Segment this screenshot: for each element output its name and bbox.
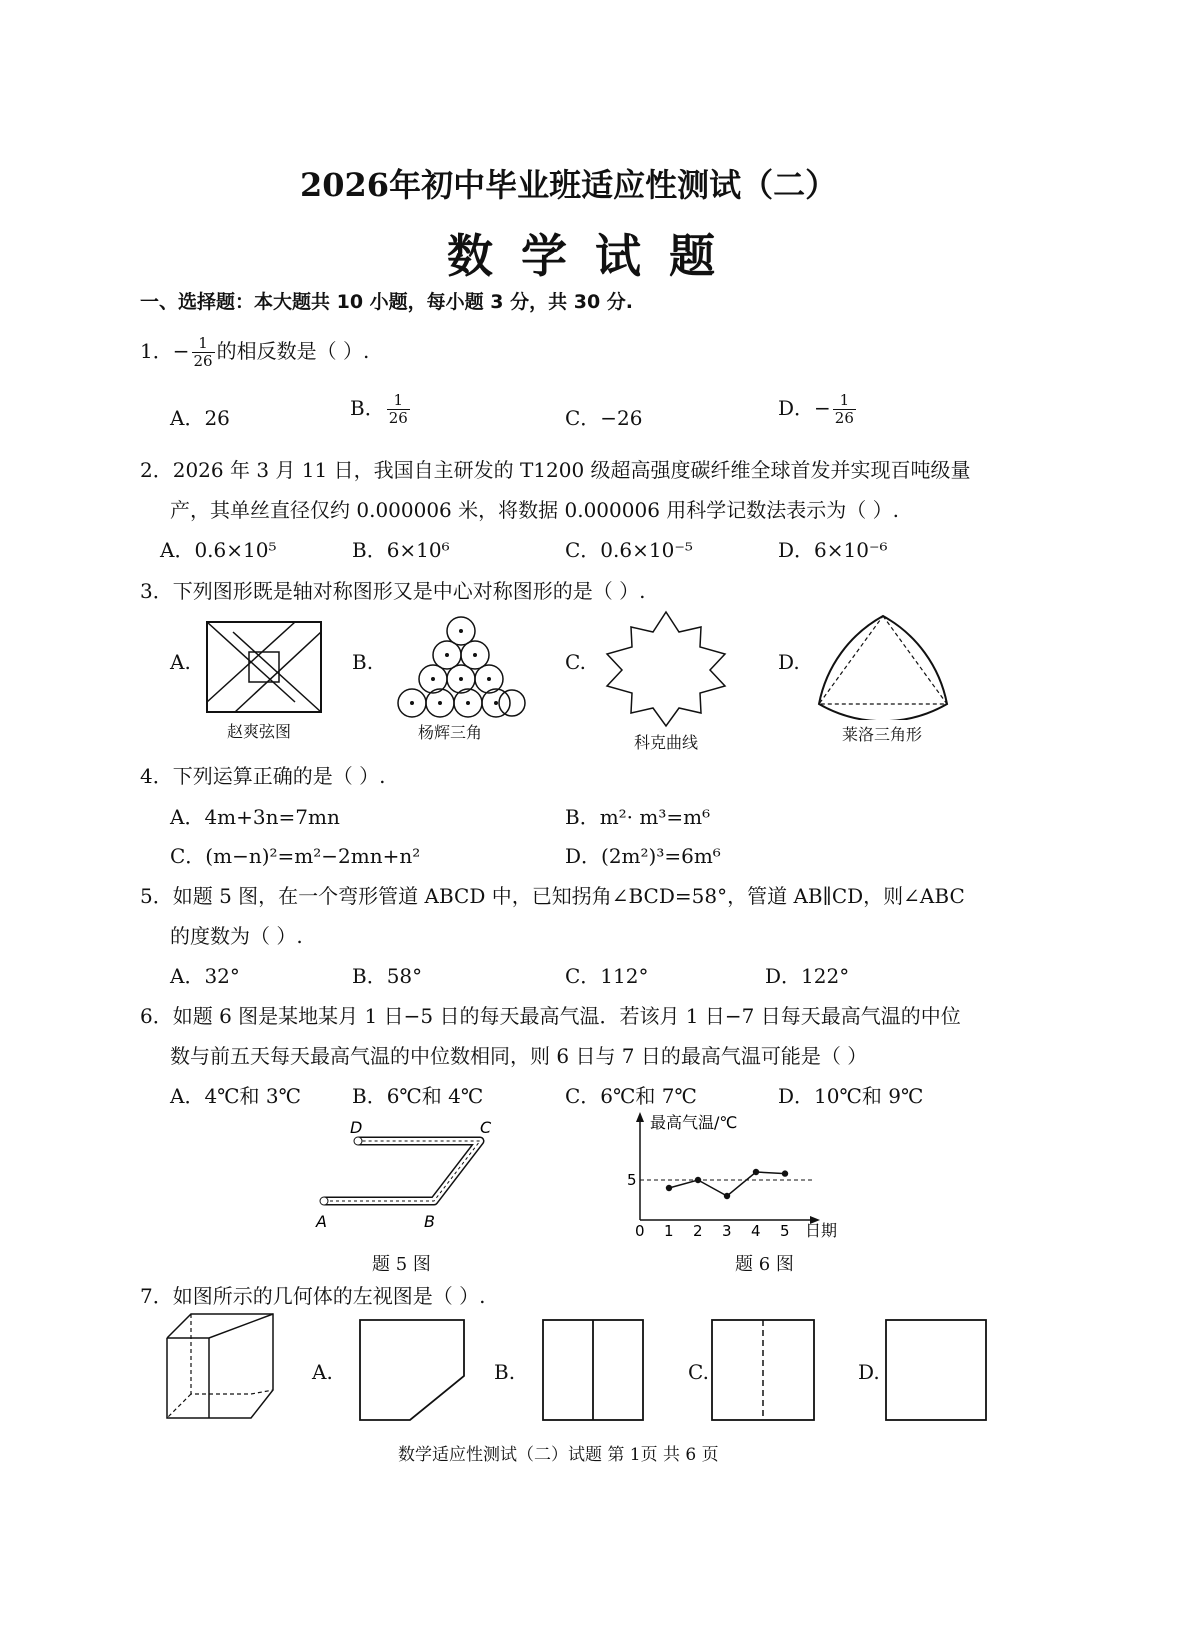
q5-line2: 的度数为（ ）. [170,924,303,948]
q1-frac-num: 1 [192,335,215,353]
q1-d-num: 1 [833,392,856,410]
q1-option-c: C．−26 [565,406,643,430]
q1-option-b [350,392,412,427]
page-footer: 数学适应性测试（二）试题 第 1页 共 6 页 [398,1445,719,1465]
fig5-caption: 题 5 图 [372,1254,431,1275]
q1-option-a: A．26 [170,406,230,430]
data-point [695,1177,701,1183]
q3-option-c: C. [565,650,586,674]
q1-b-label: B． [350,396,385,420]
q4-option-d: D．(2m²)³=6m⁶ [565,844,721,868]
q5-option-a: A．32° [170,964,240,988]
q3-option-d: D. [778,650,800,674]
data-point [782,1170,788,1176]
yanghui-figure [395,615,527,721]
x-tick-label: 0 [635,1222,645,1240]
question-1 [140,335,369,370]
x-tick-label: 1 [664,1222,674,1240]
data-point [753,1169,759,1175]
q7-view-b [541,1318,645,1422]
x-tick-label: 2 [693,1222,703,1240]
q5-option-b: B．58° [352,964,423,988]
temperature-chart [625,1108,850,1243]
q2-option-a: A．0.6×10⁵ [160,538,277,562]
q2-option-d: D．6×10⁻⁶ [778,538,888,562]
q1-b-num: 1 [387,392,410,410]
zhaoshuang-figure [205,620,325,715]
q1-b-den: 26 [388,409,408,427]
q1-fraction [192,335,215,370]
data-point [724,1193,730,1199]
subject-title: 数学试题 [447,229,743,283]
q4-option-c: C．(m−n)²=m²−2mn+n² [170,844,421,868]
fig5-label-b: B [424,1212,435,1231]
q6-option-a: A．4℃和 3℃ [170,1084,301,1108]
q1-stem: 的相反数是（ ）. [216,339,370,363]
x-tick-label: 3 [722,1222,732,1240]
q3-caption-c: 科克曲线 [634,733,699,752]
series-line [669,1172,785,1196]
q1-option-d [778,392,858,427]
y-axis-label: 最高气温/℃ [650,1113,738,1132]
x-tick-label: 4 [751,1222,761,1240]
q2-line1: 2．2026 年 3 月 11 日，我国自主研发的 T1200 级超高强度碳纤维全球首发并实现百吨级量 [140,458,971,482]
q7-view-d [884,1318,988,1422]
y-axis-arrow [636,1112,644,1122]
q7-view-c [710,1318,816,1422]
q6-option-b: B．6℃和 4℃ [352,1084,484,1108]
fig5-label-a: A [316,1212,327,1231]
q7-option-c: C. [688,1360,709,1384]
q1-minus: − [172,339,190,363]
y-tick-label: 5 [627,1171,637,1189]
fig6-caption: 题 6 图 [735,1254,794,1275]
q3-caption-d: 莱洛三角形 [842,725,923,744]
q6-line1: 6．如题 6 图是某地某月 1 日−5 日的每天最高气温．若该月 1 日−7 日每天最高气温的中位 [140,1004,961,1028]
q1-d-label: D．− [778,396,831,420]
geometry-solid-figure [163,1310,278,1422]
q6-option-d: D．10℃和 9℃ [778,1084,924,1108]
koch-figure [600,610,732,728]
q6-line2: 数与前五天每天最高气温的中位数相同，则 6 日与 7 日的最高气温可能是（ ） [170,1044,868,1068]
q2-option-c: C．0.6×10⁻⁵ [565,538,693,562]
q4-option-b: B．m²· m³=m⁶ [565,805,711,829]
q5-option-d: D．122° [765,964,850,988]
q4-option-a: A．4m+3n=7mn [170,805,340,829]
q7-view-a [358,1318,468,1422]
data-point [666,1185,672,1191]
pipe-figure [310,1115,510,1240]
fig5-label-d: D [350,1118,363,1137]
q3-caption-b: 杨辉三角 [418,723,483,742]
q5-line1: 5．如题 5 图，在一个弯形管道 ABCD 中，已知拐角∠BCD=58°，管道 AB∥CD，则∠ABC [140,884,965,908]
q7-option-d: D. [858,1360,880,1384]
q1-d-fraction [833,392,856,427]
q7-option-b: B. [494,1360,516,1384]
q6-option-c: C．6℃和 7℃ [565,1084,697,1108]
q3-option-a: A. [170,650,191,674]
x-axis-label: 日期 [805,1221,838,1240]
exam-title: 2026年初中毕业班适应性测试（二） [300,166,838,204]
q3-caption-a: 赵爽弦图 [227,722,292,741]
q1-number: 1． [140,339,173,363]
q3-option-b: B. [352,650,374,674]
q7-stem: 7．如图所示的几何体的左视图是（ ）. [140,1284,486,1308]
q7-option-a: A. [312,1360,333,1384]
q1-d-den: 26 [834,409,854,427]
fig5-label-c: C [480,1118,492,1137]
q1-frac-den: 26 [193,352,213,370]
q5-option-c: C．112° [565,964,649,988]
q3-stem: 3．下列图形既是轴对称图形又是中心对称图形的是（ ）. [140,579,646,603]
reuleaux-figure [815,612,951,720]
q4-stem: 4．下列运算正确的是（ ）. [140,764,386,788]
section-heading: 一、选择题：本大题共 10 小题，每小题 3 分，共 30 分. [140,291,634,313]
x-tick-label: 5 [780,1222,790,1240]
q2-option-b: B．6×10⁶ [352,538,450,562]
q2-line2: 产，其单丝直径仅约 0.000006 米，将数据 0.000006 用科学记数法表示为（ ）. [170,498,900,522]
q1-b-fraction [387,392,410,427]
